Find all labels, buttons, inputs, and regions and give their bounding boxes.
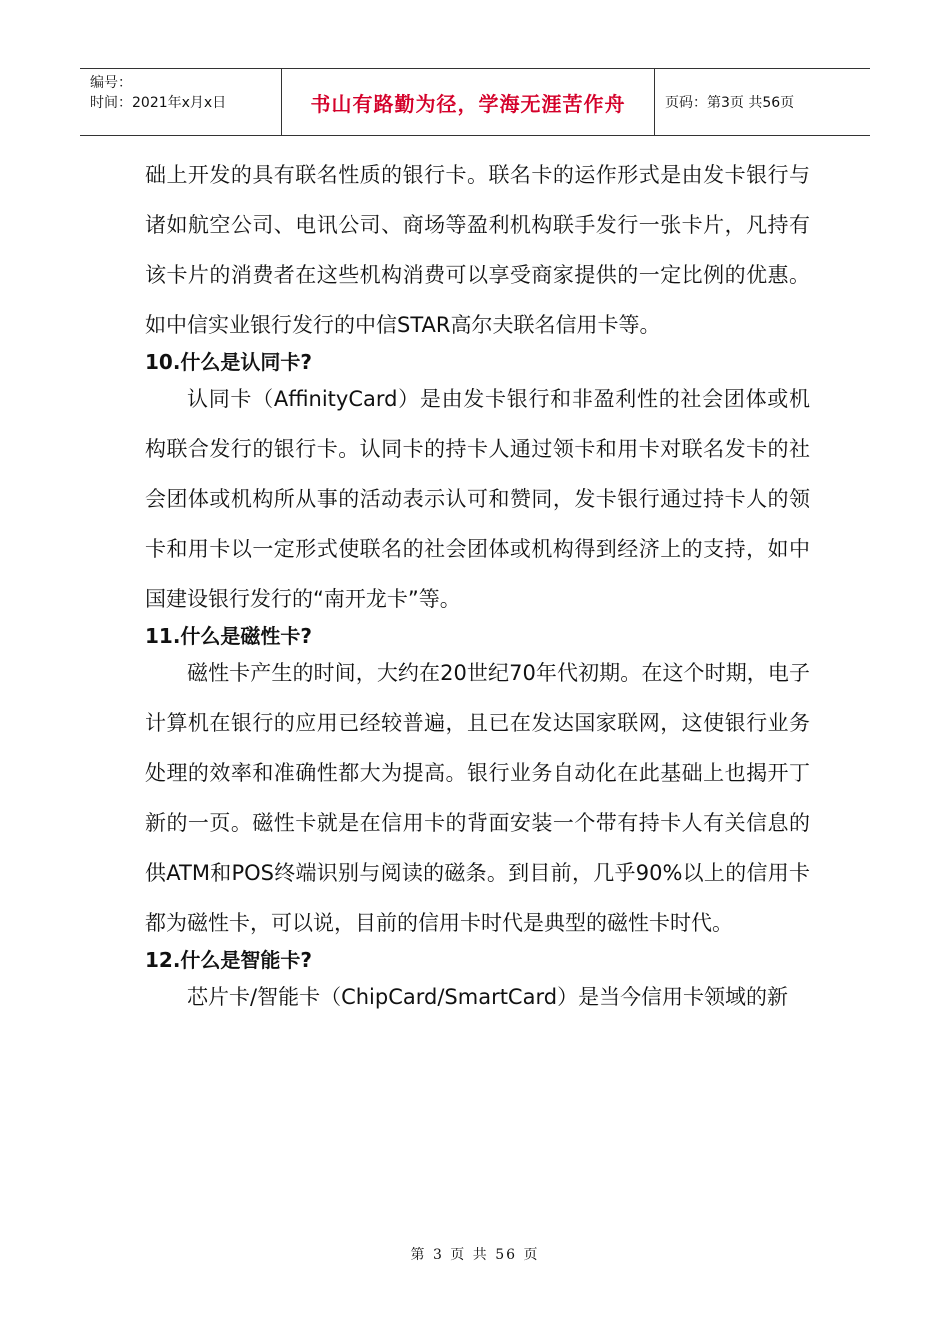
page-footer: 第 3 页 共 56 页	[410, 1247, 540, 1263]
header-motto-cell	[282, 69, 655, 135]
question-10-heading: 10.什么是认同卡?	[145, 350, 313, 374]
paragraph-continued: 础上开发的具有联名性质的银行卡。联名卡的运作形式是由发卡银行与诸如航空公司、电讯公司、商场等盈利机构联手发行一张卡片，凡持有该卡片的消费者在这些机构消费可以享受商家提供的一定比例的优惠。如中信实业银行发行的中信STAR高尔夫联名信用卡等。	[145, 163, 810, 337]
question-11-heading: 11.什么是磁性卡?	[145, 624, 313, 648]
document-header	[80, 68, 870, 136]
header-page-cell	[655, 69, 870, 135]
document-number-label: 编号：	[90, 75, 132, 91]
question-12-heading: 12.什么是智能卡?	[145, 948, 313, 972]
document-body	[145, 150, 810, 1022]
question-11-answer: 磁性卡产生的时间，大约在20世纪70年代初期。在这个时期，电子计算机在银行的应用已经较普遍，且已在发达国家联网，这使银行业务处理的效率和准确性都大为提高。银行业务自动化在此基础上也揭开丁新的一页。磁性卡就是在信用卡的背面安装一个带有持卡人有关信息的供ATM和POS终端识别与阅读的磁条。到目前，几乎90%以上的信用卡都为磁性卡，可以说，目前的信用卡时代是典型的磁性卡时代。	[145, 661, 810, 935]
header-motto: 书山有路勤为径，学海无涯苦作舟	[310, 91, 626, 116]
header-page-number: 页码：第3页 共56页	[665, 95, 795, 111]
question-10-answer: 认同卡（AffinityCard）是由发卡银行和非盈利性的社会团体或机构联合发行的银行卡。认同卡的持卡人通过领卡和用卡对联名发卡的社会团体或机构所从事的活动表示认可和赞同，发卡银行通过持卡人的领卡和用卡以一定形式使联名的社会团体或机构得到经济上的支持，如中国建设银行发行的“南开龙卡”等。	[145, 387, 810, 611]
document-date-label: 时间：2021年x月x日	[90, 95, 227, 111]
question-12-answer: 芯片卡/智能卡（ChipCard/SmartCard）是当今信用卡领域的新	[187, 985, 789, 1009]
header-meta-cell	[80, 69, 282, 135]
